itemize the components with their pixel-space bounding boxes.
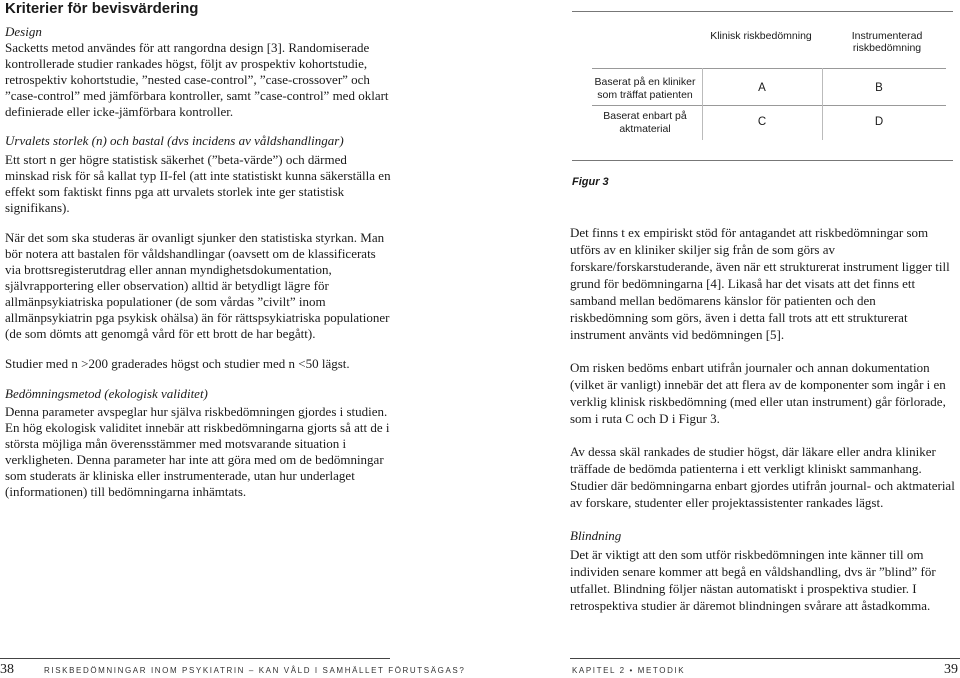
left-page-number: 38 — [0, 662, 14, 677]
figure-cell-d: D — [874, 116, 884, 128]
left-column — [5, 0, 393, 500]
figure-cell-b: B — [875, 82, 883, 94]
figure-row-divider-middle — [592, 105, 946, 106]
right-paragraph-3: Av dessa skäl rankades de studier högst, där läkare eller andra kliniker träffade de bedömda patienterna i ett verkligt kliniskt sammanhang. Studier där bedömningarna enbart gjordes utifrån journal- och aktmaterial av forskare, studenter eller projektassistenter rankades lägst. — [570, 444, 955, 510]
sample-size-paragraph-2: När det som ska studeras är ovanligt sjunker den statistiska styrkan. Man bör notera att bastalen för våldshandlingar (oavsett om de klassificerats via brottsregisterutdrag eller annan myndighetsdokumentation, självrapportering eller observation) alltid är betydligt lägre för allmänpsykiatriska populationer (de som vårdas ”civilt” inom allmänpsykiatrin pga psykisk ohälsa) än för rättspsykiatriska populationer (de som dömts att genomgå vård för ett brott de har begått). — [5, 230, 390, 341]
clinical-assessment-header: Klinisk riskbedömning — [710, 30, 812, 42]
footer-rule-right — [570, 658, 960, 659]
figure-cell-a: A — [758, 82, 766, 94]
right-page-number: 39 — [944, 662, 958, 677]
method-subheading: Bedömningsmetod (ekologisk validitet) — [5, 386, 208, 401]
figure-row-divider-top — [592, 68, 946, 69]
right-paragraph-1: Det finns t ex empiriskt stöd för antagandet att riskbedömningar som utförs av en kliniker skiljer sig från de som görs av forskare/forskarstuderande, även när ett strukturerat instrument ligger till grund för bedömningarna [4]. Likaså har det visats att det finns ett samband mellan bedömarens känslor för patienten och den riskbedömning som görs, även i detta fall trots att ett strukturerat instrument använts vid bedömningen [5]. — [570, 225, 950, 342]
design-paragraph: Sacketts metod användes för att rangordna design [3]. Randomiserade kontrollerade studier rankades högst, följt av prospektiv kohortstudie, retrospektiv kohortstudie, ”nested case-control”, ”case-crossover” och ”case-control” med jämförbara kontroller, samt ”case-control” med oklart definierade eller icke-jämförbara kontroller. — [5, 40, 389, 119]
sample-size-subheading: Urvalets storlek (n) och bastal (dvs incidens av våldshandlingar) — [5, 133, 344, 148]
row-label-records-only: Baserat enbart på aktmaterial — [603, 110, 687, 135]
left-running-title: RISKBEDÖMNINGAR INOM PSYKIATRIN – KAN VÅLD I SAMHÄLLET FÖRUTSÄGAS? — [44, 666, 466, 675]
figure-col-divider-2 — [822, 68, 823, 140]
figure-caption: Figur 3 — [572, 176, 609, 188]
instrumented-assessment-header: Instrumenterad riskbedömning — [851, 30, 923, 54]
sample-size-paragraph-1: Ett stort n ger högre statistisk säkerhet (”beta-värde”) och därmed minskad risk för så kallat typ II-fel (att inte statistiskt kunna säkerställa en effekt som faktiskt finns pga att urvalets storlek inte ger statistisk signifikans). — [5, 152, 391, 215]
method-paragraph: Denna parameter avspeglar hur själva riskbedömningen gjordes i studien. En hög ekologisk validitet innebär att riskbedömningarna gjorts så att de i största möjliga mån överensstämmer med motsvarande situation i verkligheten. Denna parameter har inte att göra med om de bedömningar som studerats är kliniska eller instrumenterade, utan hur underlaget (informationen) till bedömningarna inhämtats. — [5, 404, 390, 499]
right-running-title: KAPITEL 2 • METODIK — [572, 666, 686, 675]
blinding-paragraph: Det är viktigt att den som utför riskbedömningen inte känner till om individen senare kommer att begå en våldshandling, dvs är ”blind” för utfallet. Blindning följer nästan automatiskt i prospektiva studier. I retrospektiva studier är däremot blindningen svårare att åstadkomma. — [570, 547, 936, 613]
right-column — [570, 224, 956, 614]
right-paragraph-2: Om risken bedöms enbart utifrån journaler och annan dokumentation (vilket är vanligt) innebär det att flera av de komponenter som ingår i en verklig klinisk riskbedömning (med eller utan instrument) går förlorade, som i ruta C och D i Figur 3. — [570, 360, 946, 426]
sample-size-paragraph-3: Studier med n >200 graderades högst och studier med n <50 lägst. — [5, 356, 350, 371]
figure-3-box — [572, 11, 953, 161]
section-heading: Kriterier för bevisvärdering — [5, 0, 199, 17]
footer-rule-left — [0, 658, 390, 659]
blinding-subheading: Blindning — [570, 528, 622, 543]
row-label-clinician-met-patient: Baserat på en kliniker som träffat patienten — [594, 76, 696, 101]
figure-cell-c: C — [757, 116, 767, 128]
design-subheading: Design — [5, 24, 42, 39]
figure-col-divider-1 — [702, 68, 703, 140]
